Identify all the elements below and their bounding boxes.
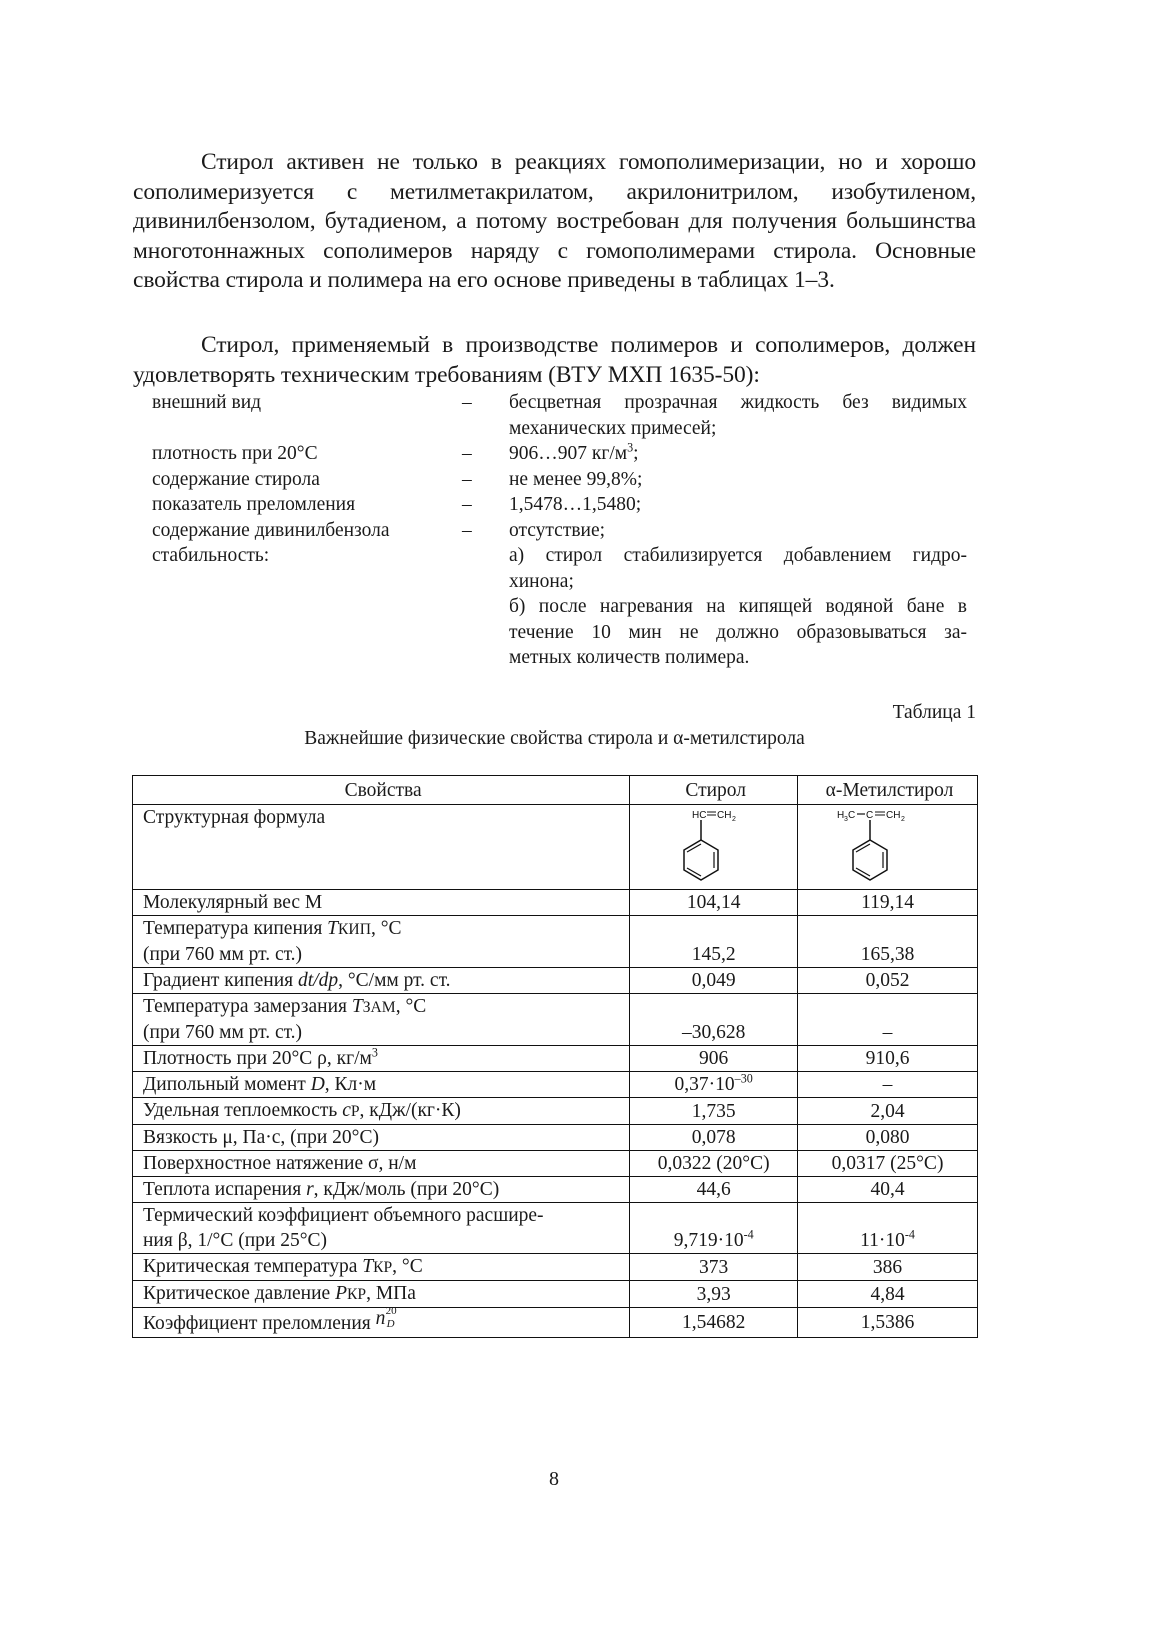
variable: T (327, 918, 339, 939)
cell-alpha: 2,04 (798, 1098, 978, 1125)
requirement-value: отсутствие; (509, 519, 606, 541)
subscript: P (350, 1103, 360, 1120)
cell-property: Поверхностное натяжение σ, н/м (133, 1151, 630, 1177)
cell-alpha: 0,080 (798, 1125, 978, 1151)
column-header-properties: Свойства (133, 776, 630, 805)
paragraph-intro (133, 148, 976, 296)
superscript: 3 (627, 440, 634, 455)
requirement-dash: – (462, 494, 472, 515)
table-row (133, 890, 978, 916)
table-row (133, 1308, 978, 1338)
table-row (133, 1125, 978, 1151)
cell-property (133, 1203, 630, 1254)
requirement-label: внешний вид (152, 392, 262, 413)
text: Удельная теплоемкость (143, 1100, 343, 1121)
table-row (133, 1281, 978, 1308)
requirement-label: плотность при 20°С (152, 443, 318, 464)
text: (при 760 мм рт. ст.) (143, 944, 303, 965)
table-header-row (133, 776, 978, 805)
table-caption: Важнейшие физические свойства стирола и α-метилстирола (304, 728, 805, 749)
cell-alpha: 4,84 (798, 1281, 978, 1308)
page-number: 8 (549, 1468, 559, 1490)
cell-alpha: 386 (798, 1254, 978, 1281)
requirement-label: стабильность: (152, 545, 270, 566)
requirement-appearance (152, 390, 982, 441)
requirement-value (509, 543, 967, 671)
variable: c (342, 1100, 351, 1121)
table-row (133, 916, 978, 968)
requirement-value: не менее 99,8%; (509, 468, 643, 490)
cell-property (133, 968, 630, 994)
requirements-list (152, 390, 982, 671)
text: , °С (392, 1256, 423, 1277)
cell-property: Вязкость μ, Па·с, (при 20°С) (133, 1125, 630, 1151)
cell-styrene: 1,735 (630, 1098, 798, 1125)
cell-property (133, 1254, 630, 1281)
text: , °С (395, 996, 427, 1017)
requirement-label: содержание дивинилбензола (152, 519, 390, 541)
requirement-value-text: 906…907 кг/м (509, 443, 628, 464)
table-row (133, 1151, 978, 1177)
svg-text:CH: CH (885, 810, 900, 821)
cell-property: Молекулярный вес М (133, 890, 630, 916)
text: Плотность при 20°С ρ, кг/м (143, 1048, 372, 1069)
requirement-value (509, 390, 967, 441)
table-row (133, 1254, 978, 1281)
table-row (133, 1072, 978, 1098)
table-row-structural-formula (133, 805, 978, 890)
requirement-value-line: б) после нагревания на кипящей водяной бане в (509, 596, 967, 617)
requirement-value-line: механических примесей; (509, 417, 717, 439)
paragraph-requirements-intro (133, 331, 976, 390)
table-number: Таблица 1 (892, 702, 976, 723)
alpha-methylstyrene-structure (798, 805, 978, 890)
requirement-value-line: хинона; (509, 570, 574, 592)
svg-text:3: 3 (843, 816, 848, 823)
text: Критическая температура (143, 1256, 363, 1277)
cell-styrene: 906 (630, 1046, 798, 1072)
paragraph-intro-text: Стирол активен не только в реакциях гомополимеризации, но и хорошо сополимеризуется с метилметакрилатом, акрилонитрилом, изобутиленом, дивинилбензолом, бутадиеном, а потому востребован для получения большинства многотоннажных сополимеров наряду с гомополимерами стирола. Основные свойства стирола и полимера на его основе приведены в таблицах 1–3. (133, 149, 976, 293)
cell-alpha: 165,38 (798, 916, 978, 968)
cell-styrene: 1,54682 (630, 1308, 798, 1338)
text: Температура кипения (143, 918, 328, 939)
cell-alpha: – (798, 994, 978, 1046)
requirement-density (152, 441, 982, 467)
cell-alpha: 910,6 (798, 1046, 978, 1072)
text: , кДж/(кг·К) (359, 1100, 461, 1121)
text: (при 760 мм рт. ст.) (143, 1022, 303, 1043)
text: Критическое давление (143, 1283, 336, 1304)
table-row (133, 1046, 978, 1072)
requirement-value (509, 441, 967, 467)
table-row (133, 968, 978, 994)
text: Дипольный момент (143, 1074, 311, 1095)
text: Градиент кипения (143, 970, 299, 991)
variable: T (351, 996, 363, 1017)
subscript: D (386, 1318, 395, 1330)
variable: P (335, 1283, 347, 1304)
subscript: КИП (338, 921, 371, 938)
text: , МПа (366, 1283, 416, 1304)
svg-text:2: 2 (900, 816, 905, 823)
text: 11·10 (860, 1230, 905, 1251)
cell-styrene (630, 1203, 798, 1254)
table-row (133, 994, 978, 1046)
cell-alpha: – (798, 1072, 978, 1098)
table-row (133, 1098, 978, 1125)
requirement-dash: – (462, 392, 472, 413)
paragraph-requirements-text: Стирол, применяемый в производстве полимеров и сополимеров, должен удовлетворять техническим требованиям (ВТУ МХП 1635-50): (133, 332, 976, 388)
refractive-index-symbol (375, 1305, 400, 1330)
superscript: –30 (734, 1071, 753, 1086)
cell-styrene: 0,078 (630, 1125, 798, 1151)
cell-styrene: 104,14 (630, 890, 798, 916)
text: , Кл·м (324, 1074, 377, 1095)
requirement-refractive-index (152, 492, 982, 518)
alpha-methylstyrene-structure-icon (833, 807, 943, 887)
text: ния β, 1/°С (при 25°С) (143, 1230, 328, 1251)
superscript: 20 (385, 1305, 397, 1317)
cell-property (133, 1046, 630, 1072)
column-header-styrene: Стирол (630, 776, 798, 805)
requirement-dash: – (462, 468, 472, 490)
column-header-alpha-methylstyrene: α-Метилстирол (798, 776, 978, 805)
cell-property: Структурная формула (133, 805, 630, 890)
text: 9,719·10 (673, 1230, 744, 1251)
text: Теплота испарения (143, 1179, 307, 1200)
requirement-value-tail: ; (633, 443, 639, 464)
requirement-value-line: бесцветная прозрачная жидкость без видимых (509, 392, 967, 413)
requirement-value-line: метных количеств полимера. (509, 647, 750, 668)
cell-alpha: 40,4 (798, 1177, 978, 1203)
text: 0,37·10 (674, 1074, 735, 1095)
requirement-divinylbenzene (152, 518, 982, 544)
cell-alpha: 119,14 (798, 890, 978, 916)
variable: D (310, 1074, 325, 1095)
subscript: КР (347, 1286, 367, 1303)
cell-property (133, 916, 630, 968)
cell-property (133, 1281, 630, 1308)
properties-table (132, 775, 978, 1338)
requirement-label: показатель преломления (152, 494, 356, 515)
svg-text:H: H (836, 810, 844, 821)
cell-styrene: 3,93 (630, 1281, 798, 1308)
cell-styrene: 0,0322 (20°С) (630, 1151, 798, 1177)
table-row (133, 1203, 978, 1254)
cell-styrene: 44,6 (630, 1177, 798, 1203)
variable: dt/dp (298, 970, 339, 991)
requirement-dash: – (462, 443, 472, 464)
variable: n (375, 1308, 386, 1329)
cell-styrene: 0,049 (630, 968, 798, 994)
styrene-structure (630, 805, 798, 890)
cell-alpha (798, 1203, 978, 1254)
subscript: ЗАМ (362, 999, 396, 1016)
cell-alpha: 1,5386 (798, 1308, 978, 1338)
requirement-dash: – (462, 519, 472, 541)
requirement-value-line: течение 10 мин не должно образовываться за- (509, 621, 967, 643)
cell-styrene (630, 1072, 798, 1098)
text: , кДж/моль (при 20°С) (313, 1179, 500, 1200)
cell-property (133, 1072, 630, 1098)
text: Температура замерзания (143, 996, 352, 1017)
superscript: -4 (743, 1227, 754, 1242)
svg-text:C: C (865, 810, 873, 821)
requirement-styrene-content (152, 467, 982, 493)
cell-styrene: –30,628 (630, 994, 798, 1046)
svg-text:2: 2 (731, 816, 736, 823)
variable: r (306, 1179, 314, 1200)
requirement-stability (152, 543, 982, 671)
cell-alpha: 0,0317 (25°С) (798, 1151, 978, 1177)
cell-property (133, 1098, 630, 1125)
text: , °С/мм рт. ст. (338, 970, 451, 991)
svg-text:C: C (847, 810, 855, 821)
subscript: КР (373, 1259, 393, 1276)
text: , °С (370, 918, 402, 939)
superscript: 3 (371, 1045, 378, 1060)
svg-text:HC: HC (691, 810, 707, 821)
styrene-structure-icon (674, 807, 754, 887)
table-row (133, 1177, 978, 1203)
cell-alpha: 0,052 (798, 968, 978, 994)
svg-text:CH: CH (716, 810, 732, 821)
requirement-value-line: а) стирол стабилизируется добавлением гидро- (509, 545, 967, 566)
text: Термический коэффициент объемного расшире- (143, 1205, 544, 1226)
cell-styrene: 145,2 (630, 916, 798, 968)
variable: T (362, 1256, 374, 1277)
cell-styrene: 373 (630, 1254, 798, 1281)
requirement-dash (462, 543, 509, 671)
cell-property (133, 1177, 630, 1203)
requirement-value: 1,5478…1,5480; (509, 494, 642, 515)
text: Коэффициент преломления (143, 1313, 376, 1334)
cell-property (133, 1305, 630, 1338)
requirement-label: содержание стирола (152, 468, 320, 490)
cell-property (133, 994, 630, 1046)
superscript: -4 (904, 1227, 915, 1242)
